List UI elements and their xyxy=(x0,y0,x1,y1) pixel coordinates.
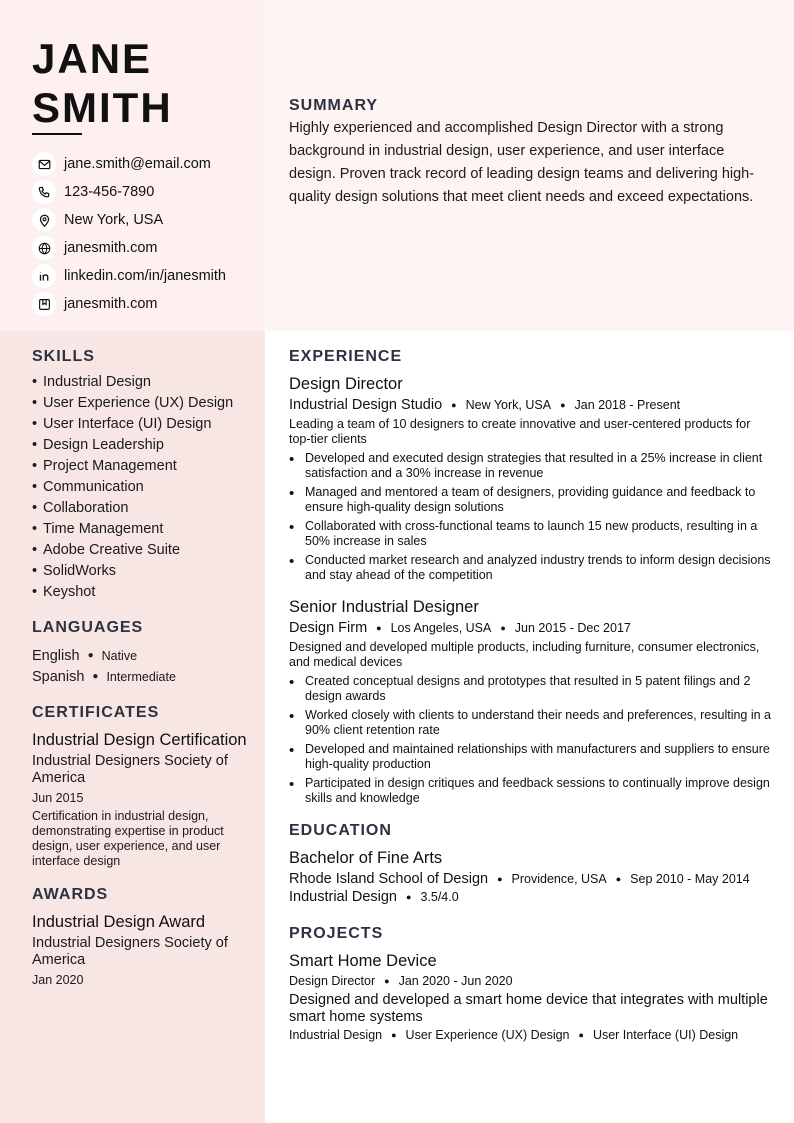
separator-dot: ● xyxy=(560,400,566,410)
achievement-item: • Collaborated with cross-functional teams to launch 15 new products, resulting in a 50% increase in sales xyxy=(289,519,774,549)
language-item xyxy=(32,645,252,666)
achievement-item: • Participated in design critiques and feedback sessions to continually improve design skills and knowledge xyxy=(289,776,774,806)
job-title: Design Director xyxy=(289,375,403,393)
award-date: Jan 2020 xyxy=(32,973,84,987)
project-tag: User Interface (UI) Design xyxy=(592,1028,739,1042)
achievement-item: • Created conceptual designs and prototypes that resulted in 5 patent filings and 2 design awards xyxy=(289,674,774,704)
skill-item: • Design Leadership xyxy=(32,437,252,454)
certificates-title: CERTIFICATES xyxy=(32,704,160,721)
summary-text: Highly experienced and accomplished Design Director with a strong background in industrial design, user experience, and user interface design. Proven track record of leading design teams and delivering high-quality design solutions that meet client needs and exceed expectations. xyxy=(289,120,755,205)
job-entry xyxy=(289,374,774,583)
separator-dot: ● xyxy=(391,1030,397,1040)
project-tag: User Experience (UX) Design xyxy=(405,1028,570,1042)
job-dates: Jan 2018 - Present xyxy=(574,398,681,412)
skill-item: • Communication xyxy=(32,479,252,496)
contact-location xyxy=(32,206,226,234)
job-title: Senior Industrial Designer xyxy=(289,598,479,616)
job-description: Leading a team of 10 designers to create innovative and user-centered products for top-tier clients xyxy=(289,417,751,446)
job-entry xyxy=(289,597,774,806)
job-meta xyxy=(289,397,774,413)
degree-title: Bachelor of Fine Arts xyxy=(289,849,443,867)
experience-title: EXPERIENCE xyxy=(289,348,403,365)
skills-section xyxy=(32,348,252,601)
achievement-item: • Developed and executed design strategies that resulted in a 25% increase in client satisfaction and a 30% increase in revenue xyxy=(289,451,774,481)
education-field-meta xyxy=(289,889,774,905)
education-section xyxy=(289,822,774,905)
project-description: Designed and developed a smart home device that integrates with multiple smart home systems xyxy=(289,992,768,1025)
certificate-org: Industrial Designers Society of America xyxy=(32,753,228,786)
separator-dot: ● xyxy=(376,623,382,633)
projects-section xyxy=(289,925,774,1042)
name-divider xyxy=(32,133,82,135)
achievement-item: • Managed and mentored a team of designers, providing guidance and feedback to ensure high-quality design solutions xyxy=(289,485,774,515)
skill-item: • Project Management xyxy=(32,458,252,475)
field-of-study: Industrial Design xyxy=(289,889,397,905)
education-dates: Sep 2010 - May 2014 xyxy=(630,872,750,886)
language-name: Spanish xyxy=(32,668,85,685)
location-icon xyxy=(32,208,56,232)
contact-text: linkedin.com/in/janesmith xyxy=(64,268,226,284)
skill-item: • Collaboration xyxy=(32,500,252,517)
languages-section xyxy=(32,619,252,687)
summary-section xyxy=(289,97,759,209)
certificate-date: Jun 2015 xyxy=(32,791,84,805)
candidate-name xyxy=(32,34,173,132)
separator-dot: ● xyxy=(406,892,412,902)
phone-icon xyxy=(32,180,56,204)
awards-title: AWARDS xyxy=(32,886,109,903)
achievement-item: • Developed and maintained relationships with manufacturers and suppliers to ensure high-quality production xyxy=(289,742,774,772)
project-tags xyxy=(289,1028,774,1042)
education-title: EDUCATION xyxy=(289,822,392,839)
separator-dot: ● xyxy=(497,874,503,884)
certificates-section xyxy=(32,704,252,869)
project-dates: Jan 2020 - Jun 2020 xyxy=(398,974,513,988)
award-org: Industrial Designers Society of America xyxy=(32,935,228,968)
certificate-title: Industrial Design Certification xyxy=(32,731,247,749)
languages-list xyxy=(32,645,252,687)
first-name: JANE xyxy=(32,35,153,82)
project-meta xyxy=(289,974,774,988)
job-company: Design Firm xyxy=(289,620,368,636)
separator-dot: ● xyxy=(500,623,506,633)
summary-title: SUMMARY xyxy=(289,97,379,114)
language-name: English xyxy=(32,647,80,664)
separator-dot: ● xyxy=(578,1030,584,1040)
contact-text: jane.smith@email.com xyxy=(64,156,211,172)
projects-title: PROJECTS xyxy=(289,925,384,942)
job-company: Industrial Design Studio xyxy=(289,397,443,413)
mail-icon xyxy=(32,152,56,176)
project-tag: Industrial Design xyxy=(289,1028,383,1042)
skill-item: • Adobe Creative Suite xyxy=(32,542,252,559)
linkedin-icon xyxy=(32,264,56,288)
job-location: Los Angeles, USA xyxy=(390,621,492,635)
contact-list xyxy=(32,150,226,318)
education-meta xyxy=(289,871,774,887)
achievement-item: • Conducted market research and analyzed industry trends to inform design decisions and stay ahead of the competition xyxy=(289,553,774,583)
awards-section xyxy=(32,886,252,987)
skill-item: • Time Management xyxy=(32,521,252,538)
achievement-item: • Worked closely with clients to understand their needs and preferences, resulting in a 90% client retention rate xyxy=(289,708,774,738)
job-achievements xyxy=(289,674,774,806)
project-entry xyxy=(289,951,774,1042)
separator-dot: ● xyxy=(87,650,94,661)
certificate-description: Certification in industrial design, demonstrating expertise in product design, user experience, and user interface design xyxy=(32,809,224,868)
skills-title: SKILLS xyxy=(32,348,95,365)
contact-phone[interactable] xyxy=(32,178,226,206)
separator-dot: ● xyxy=(615,874,622,884)
education-entry xyxy=(289,848,774,905)
contact-website[interactable] xyxy=(32,234,226,262)
contact-text: janesmith.com xyxy=(64,240,158,256)
separator-dot: ● xyxy=(451,400,457,410)
language-level: Native xyxy=(101,648,138,663)
skill-item: • User Experience (UX) Design xyxy=(32,395,252,412)
skill-item: • User Interface (UI) Design xyxy=(32,416,252,433)
skill-item: • Keyshot xyxy=(32,584,252,601)
contact-text: New York, USA xyxy=(64,212,164,228)
skill-item: • SolidWorks xyxy=(32,563,252,580)
languages-title: LANGUAGES xyxy=(32,619,144,636)
last-name: SMITH xyxy=(32,84,173,131)
language-item xyxy=(32,666,252,687)
contact-email[interactable] xyxy=(32,150,226,178)
right-column xyxy=(289,348,774,1042)
school-location: Providence, USA xyxy=(511,872,607,886)
job-location: New York, USA xyxy=(465,398,552,412)
skill-item: • Industrial Design xyxy=(32,374,252,391)
portfolio-icon xyxy=(32,292,56,316)
contact-portfolio[interactable] xyxy=(32,290,226,318)
job-dates: Jun 2015 - Dec 2017 xyxy=(514,621,631,635)
separator-dot: ● xyxy=(92,671,99,682)
language-level: Intermediate xyxy=(106,669,176,684)
globe-icon xyxy=(32,236,56,260)
job-meta xyxy=(289,620,774,636)
job-description: Designed and developed multiple products, including furniture, consumer electronics, and medical devices xyxy=(289,640,760,669)
project-role: Design Director xyxy=(289,974,376,988)
award-title: Industrial Design Award xyxy=(32,913,206,931)
skills-list xyxy=(32,374,252,601)
gpa: 3.5/4.0 xyxy=(420,890,459,904)
contact-text: 123-456-7890 xyxy=(64,184,155,200)
contact-linkedin[interactable] xyxy=(32,262,226,290)
experience-section xyxy=(289,348,774,806)
separator-dot: ● xyxy=(384,976,390,986)
job-achievements xyxy=(289,451,774,583)
contact-text: janesmith.com xyxy=(64,296,158,312)
left-column xyxy=(32,348,252,987)
project-title: Smart Home Device xyxy=(289,952,437,970)
school-name: Rhode Island School of Design xyxy=(289,871,489,887)
